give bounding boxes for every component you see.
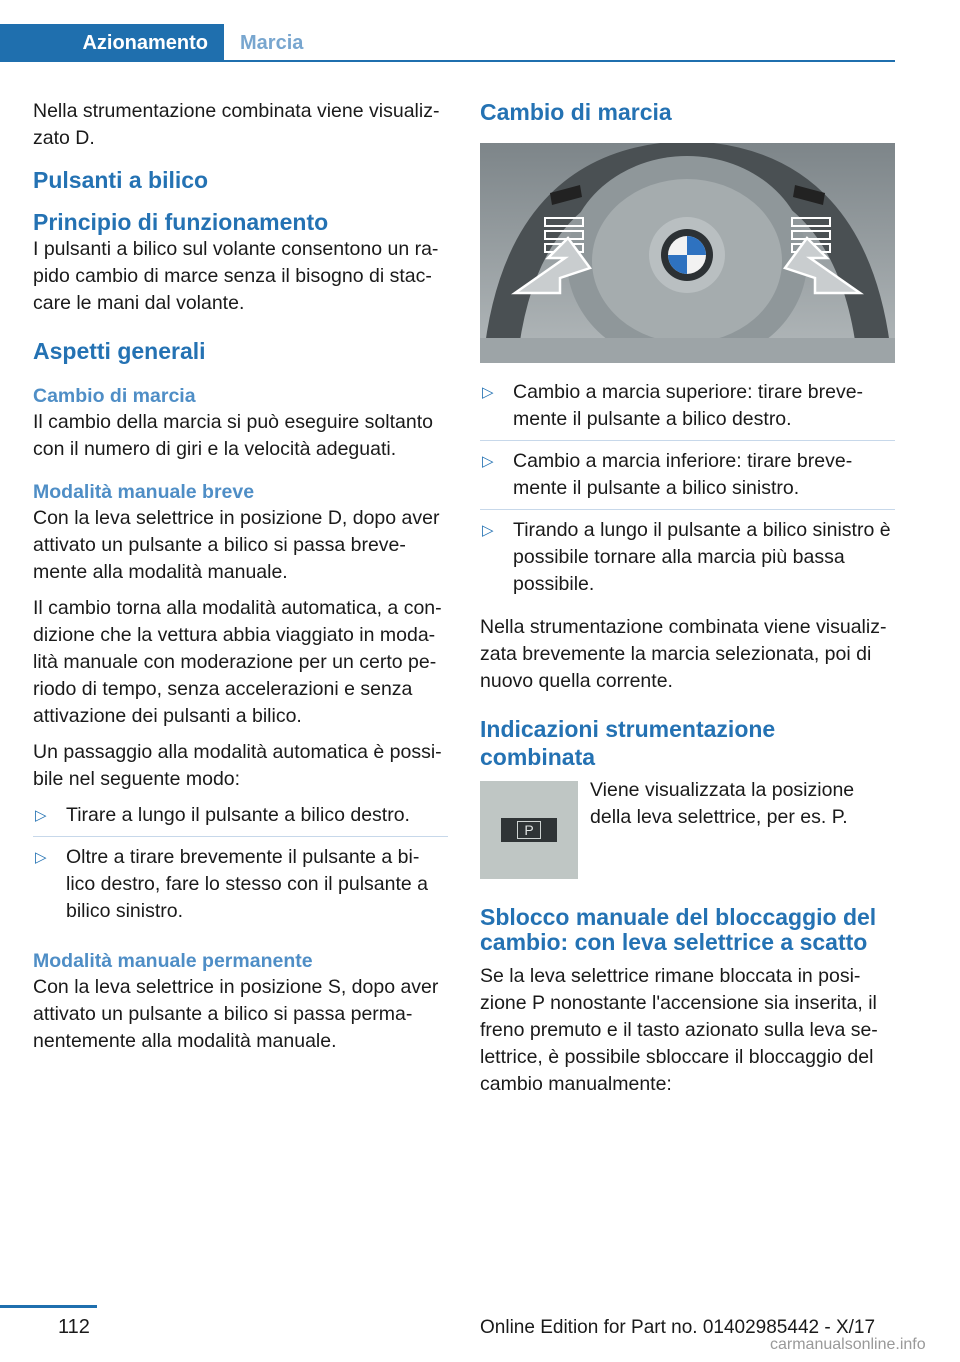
heading-cambio-di-marcia-right: Cambio di marcia bbox=[480, 99, 672, 125]
breve-paragraph-1: Con la leva selettrice in posizione D, dopo aver attivato un pulsante a bilico si passa breve-mente alla modalità manuale. bbox=[33, 507, 440, 583]
permanente-paragraph: Con la leva selettrice in posizione S, dopo aver attivato un pulsante a bilico si passa perma-nentemente alla modalità manuale. bbox=[33, 976, 439, 1052]
gear-p-badge: P bbox=[501, 818, 557, 842]
right-bullet-list bbox=[480, 379, 895, 605]
heading-indicazioni: Indicazioni strumentazione combinata bbox=[480, 716, 776, 770]
cambio-paragraph: Il cambio della marcia si può eseguire soltanto con il numero di giri e la velocità adeguati. bbox=[33, 411, 433, 460]
footer-rule bbox=[0, 1305, 97, 1308]
heading-aspetti-generali: Aspetti generali bbox=[33, 338, 206, 364]
triangle-bullet-icon: ▷ bbox=[482, 453, 494, 470]
left-bullet-list bbox=[33, 802, 448, 932]
steering-wheel-illustration bbox=[480, 143, 895, 363]
heading-cambio-di-marcia-left: Cambio di marcia bbox=[33, 385, 196, 407]
list-item: ▷ Tirando a lungo il pulsante a bilico sinistro è possibile tornare alla marcia più bassa possibile. bbox=[482, 519, 891, 595]
principio-paragraph: I pulsanti a bilico sul volante consentono un ra-pido cambio di marce senza il bisogno di stac-care le mani dal volante. bbox=[33, 238, 439, 314]
list-item: ▷ Cambio a marcia superiore: tirare breve-mente il pulsante a bilico destro. bbox=[480, 379, 895, 441]
right-column bbox=[480, 98, 895, 1107]
heading-principio: Principio di funzionamento bbox=[33, 209, 329, 235]
header-rule bbox=[224, 60, 895, 62]
heading-modalita-breve: Modalità manuale breve bbox=[33, 481, 255, 503]
heading-modalita-permanente: Modalità manuale permanente bbox=[33, 950, 313, 972]
list-item: ▷ Cambio a marcia inferiore: tirare breve-mente il pulsante a bilico sinistro. bbox=[480, 448, 895, 510]
edition-text: Online Edition for Part no. 01402985442 - X/17 bbox=[480, 1317, 876, 1338]
strumentazione-paragraph: Nella strumentazione combinata viene visualiz-zata brevemente la marcia selezionata, poi di nuovo quella corrente. bbox=[480, 616, 887, 692]
page-number: 112 bbox=[58, 1316, 90, 1338]
sblocco-paragraph: Se la leva selettrice rimane bloccata in posi-zione P nonostante l'accensione sia inserita, il freno premuto e il tasto azionato sulla leva se-lettrice, è possibile sbloccare il bloccaggio del cambio manualmente: bbox=[480, 965, 878, 1095]
intro-paragraph: Nella strumentazione combinata viene visualiz-zato D. bbox=[33, 100, 440, 149]
breve-paragraph-3: Un passaggio alla modalità automatica è possi-bile nel seguente modo: bbox=[33, 741, 442, 790]
header-tabs bbox=[0, 0, 895, 62]
indicazioni-paragraph: Viene visualizzata la posizione della leva selettrice, per es. P. bbox=[590, 779, 855, 828]
triangle-bullet-icon: ▷ bbox=[482, 522, 494, 539]
triangle-bullet-icon: ▷ bbox=[482, 384, 494, 401]
breve-paragraph-2: Il cambio torna alla modalità automatica, a con-dizione che la vettura abbia viaggiato in moda-lità manuale con moderazione per un certo pe-riodo di tempo, senza accelerazioni e senza attivazione dei pulsanti a bilico. bbox=[33, 597, 442, 727]
steering-wheel-image bbox=[480, 143, 895, 363]
watermark: carmanualsonline.info bbox=[770, 1336, 926, 1353]
heading-pulsanti-a-bilico: Pulsanti a bilico bbox=[33, 167, 209, 193]
triangle-bullet-icon: ▷ bbox=[35, 849, 47, 866]
tab-azionamento[interactable]: Azionamento bbox=[0, 24, 224, 62]
tab-marcia[interactable]: Marcia bbox=[240, 31, 304, 54]
list-item: ▷ Oltre a tirare brevemente il pulsante a bi-lico destro, fare lo stesso con il pulsante a bilico sinistro. bbox=[35, 846, 429, 922]
triangle-bullet-icon: ▷ bbox=[35, 807, 47, 824]
indicator-display-image bbox=[480, 781, 578, 879]
left-column bbox=[33, 98, 448, 1064]
list-item: ▷ Tirare a lungo il pulsante a bilico destro. bbox=[33, 802, 448, 837]
heading-sblocco: Sblocco manuale del bloccaggio del cambio: con leva selettrice a scatto bbox=[480, 904, 877, 955]
indicator-row bbox=[480, 781, 895, 879]
